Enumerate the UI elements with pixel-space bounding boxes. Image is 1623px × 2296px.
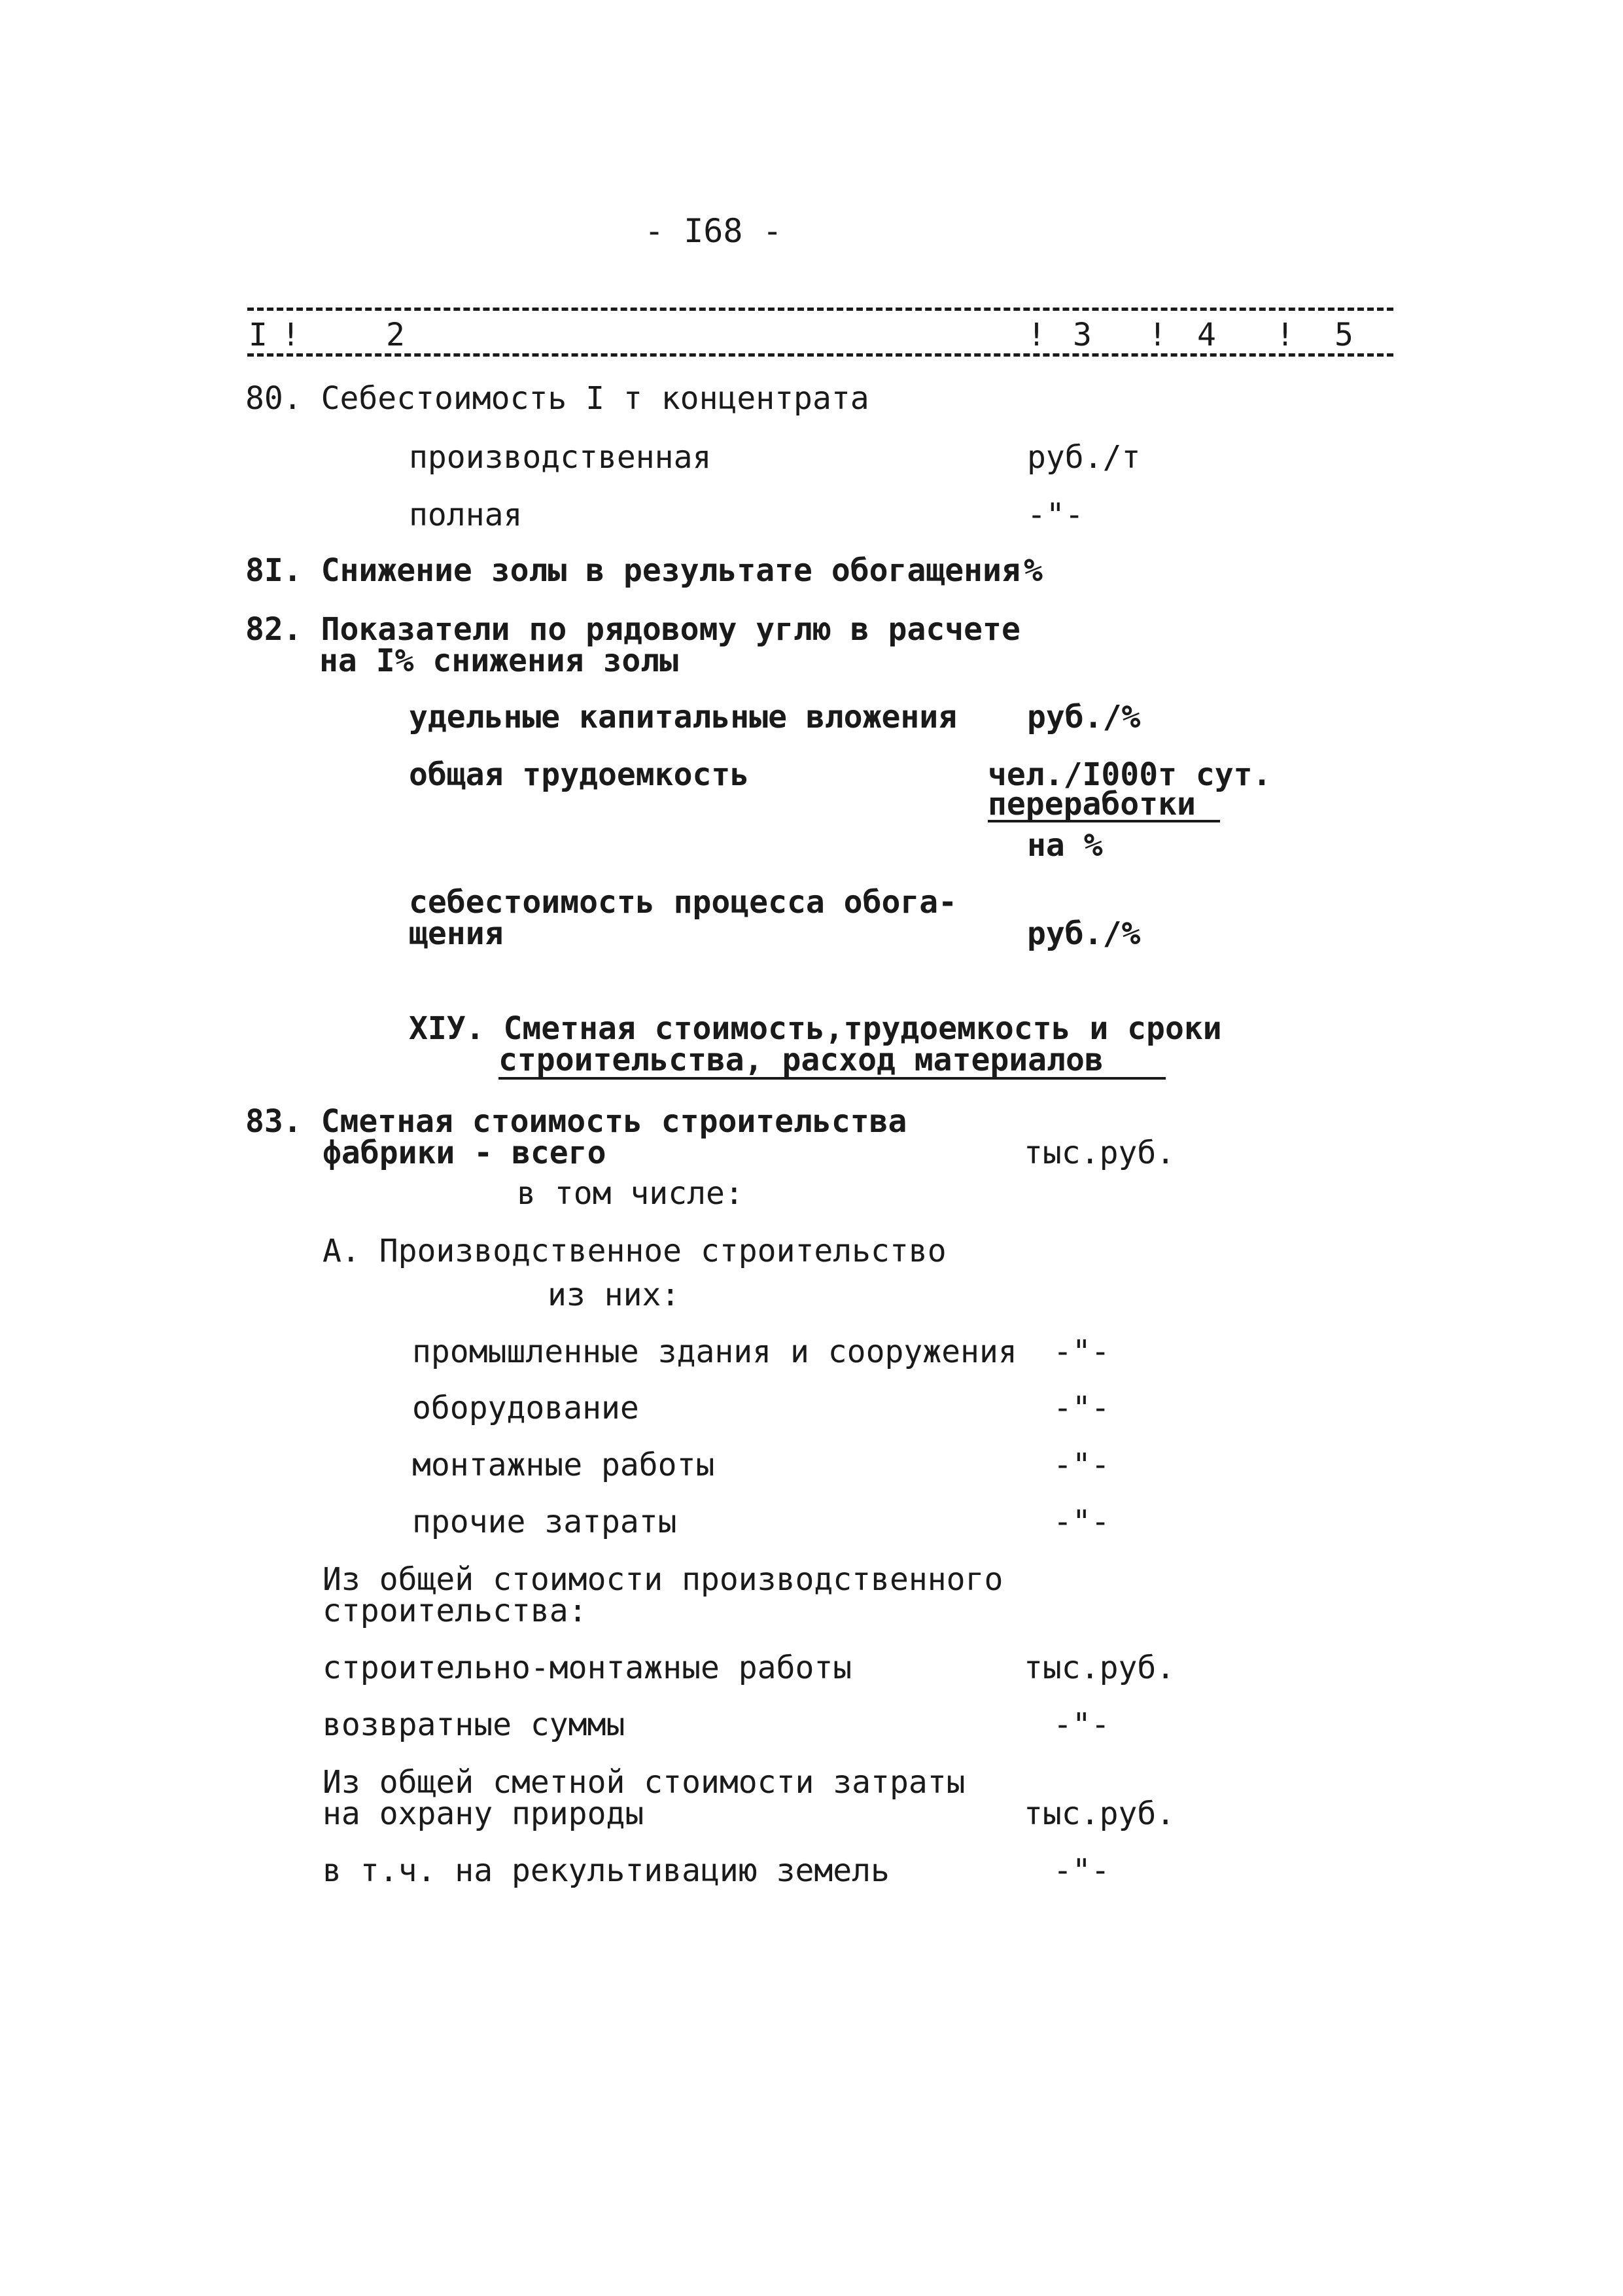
column-1-label: I — [249, 317, 268, 353]
other-costs-unit: -"- — [1053, 1504, 1110, 1540]
item-82-title-line1: 82. Показатели по рядовому углю в расчете — [245, 611, 1021, 648]
nature-protection-line1: Из общей сметной стоимости затраты — [323, 1764, 966, 1801]
section-a-of-which: из них: — [548, 1277, 680, 1313]
column-separator: ! — [1276, 317, 1295, 353]
item-80-production-cost-label: производственная — [409, 439, 712, 476]
item-80-full-cost-unit: -"- — [1027, 497, 1084, 533]
nature-protection-line2: на охрану природы — [323, 1795, 644, 1832]
item-83-title-line2: фабрики - всего — [323, 1135, 606, 1171]
item-80-production-cost-unit: руб./т — [1027, 439, 1141, 476]
equipment-label: оборудование — [412, 1390, 639, 1426]
of-total-line1: Из общей стоимости производственного — [323, 1561, 1003, 1598]
section-title-underline — [498, 1077, 1166, 1080]
buildings-label: промышленные здания и сооружения — [412, 1333, 1017, 1370]
returnable-sums-unit: -"- — [1053, 1706, 1110, 1743]
column-separator: ! — [281, 317, 300, 353]
column-3-label: 3 — [1073, 317, 1092, 353]
item-82-capital-investment-unit: руб./% — [1027, 699, 1141, 735]
section-14-title-line1: XIУ. Сметная стоимость,трудоемкость и сроки — [409, 1010, 1222, 1047]
item-82-labor-unit: чел./I000т сут. — [988, 756, 1272, 793]
item-82-labor-label: общая трудоемкость — [409, 756, 750, 793]
item-83-unit: тыс.руб. — [1024, 1135, 1176, 1171]
item-80-title: 80. Себестоимость I т концентрата — [245, 380, 869, 417]
nature-protection-unit: тыс.руб. — [1024, 1795, 1176, 1832]
section-a-title: А. Производственное строительство — [323, 1233, 947, 1269]
item-81-title: 8I. Снижение золы в результате обогащения — [245, 552, 1021, 589]
mounting-label: монтажные работы — [412, 1447, 715, 1483]
returnable-sums-label: возвратные суммы — [323, 1706, 625, 1743]
other-costs-label: прочие затраты — [412, 1504, 677, 1540]
unit-fraction-rule — [988, 820, 1220, 822]
column-separator: ! — [1148, 317, 1167, 353]
of-total-line2: строительства: — [323, 1593, 587, 1629]
item-81-unit: % — [1024, 552, 1043, 589]
column-4-label: 4 — [1197, 317, 1216, 353]
equipment-unit: -"- — [1053, 1390, 1110, 1426]
item-82-process-cost-label-line1: себестоимость процесса обога- — [409, 884, 958, 921]
header-bottom-rule — [247, 353, 1393, 357]
page-number: - I68 - — [644, 212, 782, 250]
item-82-labor-unit-per-percent: на % — [1027, 827, 1103, 864]
column-5-label: 5 — [1335, 317, 1353, 353]
item-83-title-line1: 83. Сметная стоимость строительства — [245, 1103, 907, 1140]
item-82-process-cost-label-line2: щения — [409, 915, 504, 952]
buildings-unit: -"- — [1053, 1333, 1110, 1370]
column-separator: ! — [1027, 317, 1046, 353]
section-14-title-line2: строительства, расход материалов — [498, 1042, 1104, 1078]
column-2-label: 2 — [386, 317, 405, 353]
mounting-unit: -"- — [1053, 1447, 1110, 1483]
item-82-title-line2: на I% снижения золы — [319, 643, 679, 679]
construction-work-label: строительно-монтажные работы — [323, 1650, 852, 1686]
item-82-labor-unit-processing: переработки — [988, 786, 1196, 822]
item-82-capital-investment-label: удельные капитальные вложения — [409, 699, 958, 735]
header-top-rule — [247, 308, 1393, 311]
item-82-process-cost-unit: руб./% — [1027, 915, 1141, 952]
land-recultivation-unit: -"- — [1053, 1852, 1110, 1889]
item-80-full-cost-label: полная — [409, 497, 523, 533]
land-recultivation-label: в т.ч. на рекультивацию земель — [323, 1852, 890, 1889]
construction-work-unit: тыс.руб. — [1024, 1650, 1176, 1686]
item-83-including: в том числе: — [517, 1175, 744, 1212]
